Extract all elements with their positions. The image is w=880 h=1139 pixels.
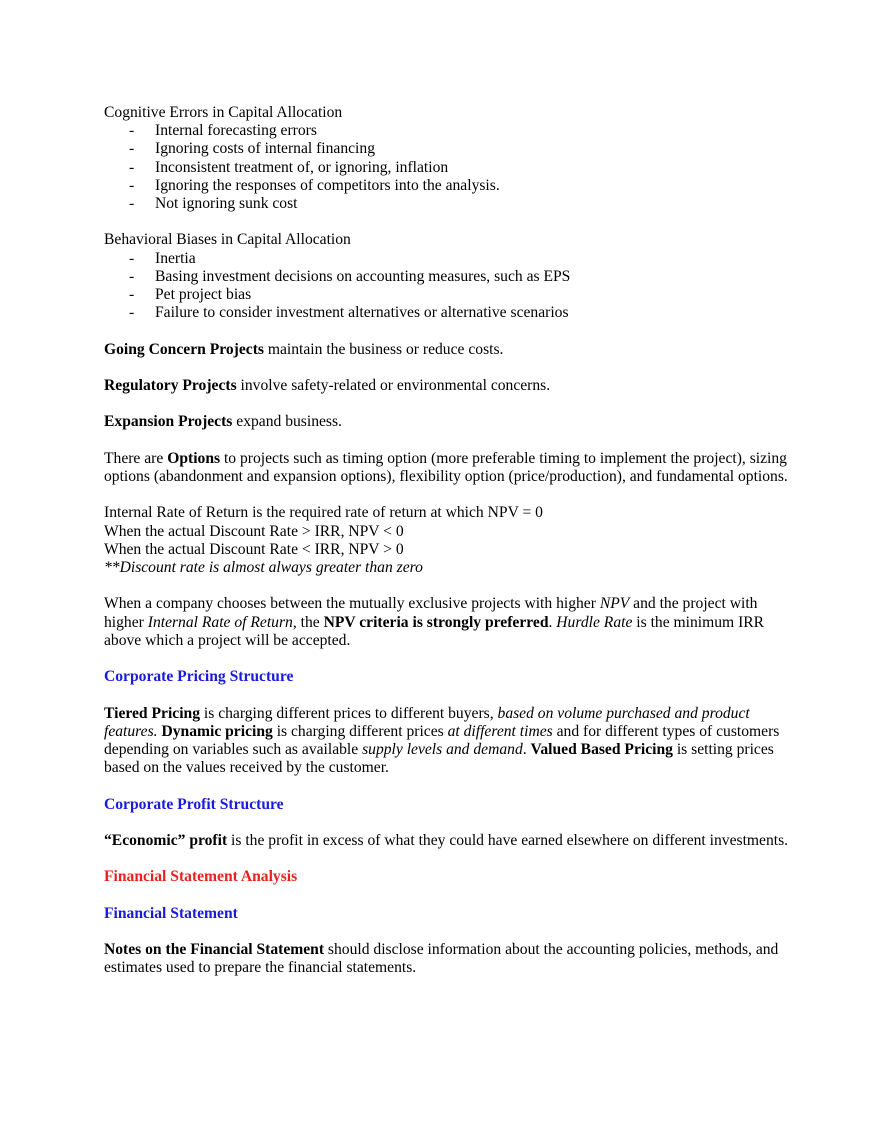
irr-rule-less: When the actual Discount Rate < IRR, NPV > 0 bbox=[104, 540, 404, 558]
section-heading: Financial Statement bbox=[104, 904, 238, 922]
options-term: Options bbox=[167, 449, 221, 467]
cognitive-errors-section bbox=[104, 104, 794, 213]
fsa-heading-block bbox=[104, 868, 794, 886]
dash-bullet: - bbox=[129, 249, 135, 267]
options-paragraph: There are Options to projects such as timing option (more preferable timing to implement the project), sizing options (abandonment and expansion options), flexibility option (price/production), and fundamental options. bbox=[104, 449, 788, 485]
section-heading: Corporate Pricing Structure bbox=[104, 668, 294, 686]
list-item: - Inertia bbox=[129, 249, 196, 267]
list-item: - Internal forecasting errors bbox=[129, 122, 317, 140]
chapter-heading: Financial Statement Analysis bbox=[104, 868, 298, 886]
going-concern-term: Going Concern Projects bbox=[104, 340, 264, 358]
dash-bullet: - bbox=[129, 304, 135, 322]
pricing-heading-block bbox=[104, 668, 794, 686]
behavioral-biases-title: Behavioral Biases in Capital Allocation bbox=[104, 231, 351, 249]
list-item: - Not ignoring sunk cost bbox=[129, 195, 298, 213]
list-item: - Inconsistent treatment of, or ignoring, inflation bbox=[129, 158, 449, 176]
dash-bullet: - bbox=[129, 140, 135, 158]
discount-rate-note: **Discount rate is almost always greater than zero bbox=[104, 558, 423, 576]
fs-heading-block bbox=[104, 905, 794, 923]
irr-definition: Internal Rate of Return is the required rate of return at which NPV = 0 bbox=[104, 504, 543, 522]
dash-bullet: - bbox=[129, 158, 135, 176]
behavioral-biases-list bbox=[104, 250, 794, 323]
notes-paragraph: Notes on the Financial Statement should disclose information about the accounting policies, methods, and estimates used to prepare the financial statements. bbox=[104, 941, 779, 977]
dash-bullet: - bbox=[129, 286, 135, 304]
dash-bullet: - bbox=[129, 176, 135, 194]
cognitive-errors-list bbox=[104, 122, 794, 213]
behavioral-biases-section bbox=[104, 231, 794, 322]
regulatory-term: Regulatory Projects bbox=[104, 377, 237, 394]
list-item: - Basing investment decisions on accounting measures, such as EPS bbox=[129, 267, 571, 285]
list-item: - Pet project bias bbox=[129, 286, 252, 304]
expansion-term: Expansion Projects bbox=[104, 413, 233, 431]
regulatory-paragraph: Regulatory Projects involve safety-related or environmental concerns. bbox=[104, 377, 551, 394]
list-item: - Failure to consider investment alternatives or alternative scenarios bbox=[129, 304, 569, 322]
cognitive-errors-title: Cognitive Errors in Capital Allocation bbox=[104, 104, 343, 121]
dash-bullet: - bbox=[129, 267, 135, 285]
list-item: - Ignoring costs of internal financing bbox=[129, 140, 375, 158]
expansion-paragraph: Expansion Projects expand business. bbox=[104, 413, 342, 431]
dash-bullet: - bbox=[129, 122, 135, 140]
profit-heading-block bbox=[104, 796, 794, 814]
section-heading: Corporate Profit Structure bbox=[104, 795, 284, 813]
irr-section bbox=[104, 504, 794, 577]
going-concern-paragraph: Going Concern Projects maintain the business or reduce costs. bbox=[104, 340, 504, 358]
document-body bbox=[104, 104, 794, 996]
dash-bullet: - bbox=[129, 195, 135, 213]
irr-rule-greater: When the actual Discount Rate > IRR, NPV < 0 bbox=[104, 522, 404, 540]
list-item: - Ignoring the responses of competitors into the analysis. bbox=[129, 176, 500, 194]
pricing-paragraph: Tiered Pricing is charging different prices to different buyers, based on volume purchased and product features. Dynamic pricing is charging different prices at different times and for different types of customers depending on variables such as available supply levels and demand. Valued Based Pricing is setting prices based on the values received by the customer. bbox=[104, 704, 780, 777]
npv-paragraph: When a company chooses between the mutually exclusive projects with higher NPV and the project with higher Internal Rate of Return, the NPV criteria is strongly preferred. Hurdle Rate is the minimum IRR above which a project will be accepted. bbox=[104, 595, 765, 649]
profit-paragraph: “Economic” profit is the profit in excess of what they could have earned elsewhere on different investments. bbox=[104, 831, 789, 849]
